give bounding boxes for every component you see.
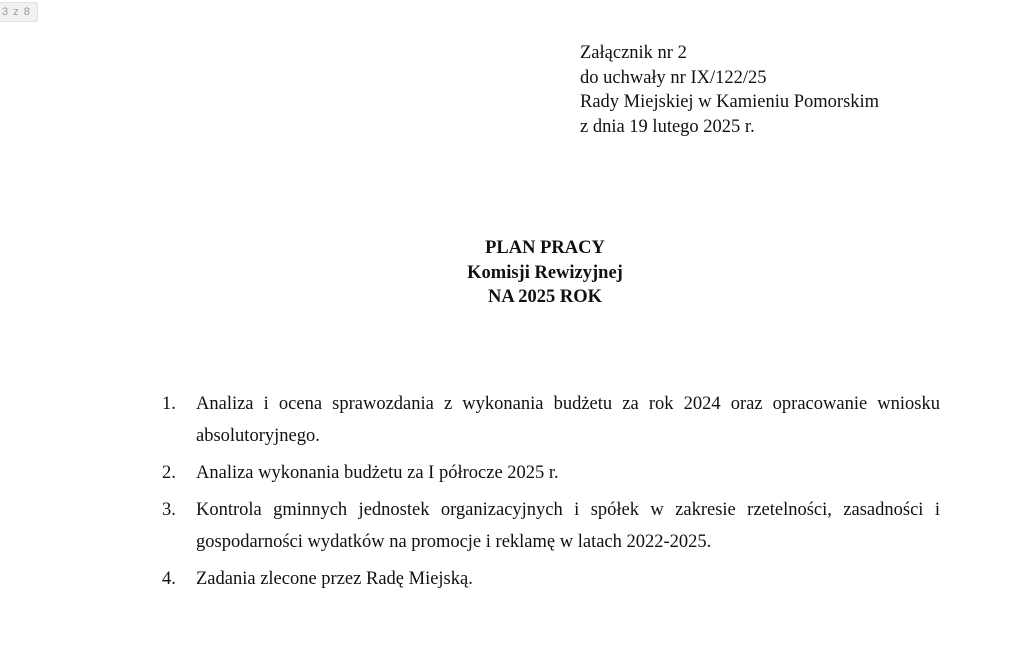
annex-date: z dnia 19 lutego 2025 r. [580, 116, 755, 137]
list-item-number: 4. [162, 569, 176, 589]
list-item-text: Analiza i ocena sprawozdania z wykonania budżetu za rok 2024 oraz opracowanie wniosku absolutoryjnego. [196, 394, 940, 446]
list-item-number: 1. [162, 394, 176, 414]
list-item-text: Kontrola gminnych jednostek organizacyjnych i spółek w zakresie rzetelności, zasadności i gospodarności wydatków na promocje i reklamę w latach 2022-2025. [196, 500, 940, 552]
work-plan-list [150, 388, 940, 600]
list-item-number: 2. [162, 463, 176, 483]
annex-resolution: do uchwały nr IX/122/25 [580, 67, 767, 88]
annex-header [580, 41, 879, 139]
document-title [345, 236, 745, 310]
list-item [150, 563, 940, 595]
page-counter-badge: 3 z 8 [0, 2, 38, 22]
list-item [150, 494, 940, 558]
title-line-3: NA 2025 ROK [487, 287, 603, 307]
title-line-1: PLAN PRACY [485, 238, 605, 258]
list-item-text: Analiza wykonania budżetu za I półrocze 2025 r. [196, 463, 559, 483]
annex-number: Załącznik nr 2 [580, 43, 687, 63]
list-item [150, 457, 940, 489]
list-item-text: Zadania zlecone przez Radę Miejską. [196, 569, 473, 589]
title-line-2: Komisji Rewizyjnej [467, 262, 623, 283]
list-item-number: 3. [162, 500, 176, 520]
list-item [150, 388, 940, 452]
annex-council: Rady Miejskiej w Kamieniu Pomorskim [580, 92, 880, 112]
